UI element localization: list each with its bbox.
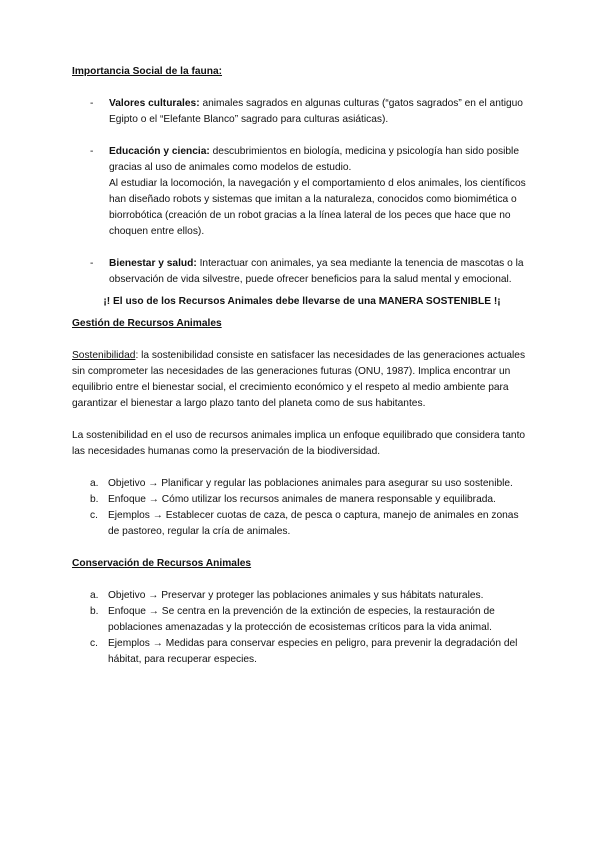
list-item [72, 492, 532, 508]
list-item-title: Educación y ciencia: [109, 146, 210, 157]
list-item-text: Ejemplos → Medidas para conservar especies en peligro, para prevenir la degradación del hábitat, para recuperar especies. [108, 638, 518, 665]
list-marker: b. [90, 606, 99, 617]
list-item-text-continued: Al estudiar la locomoción, la navegación y el comportamiento d elos animales, los científicos han diseñado robots y sistemas que imitan a la naturaleza, conocidos como biomimética o biorrobótica (creación de un robot gracias a la línea lateral de los peces que hace que no choquen entre ellos). [109, 178, 526, 237]
list-marker: c. [90, 638, 98, 649]
list-marker: b. [90, 494, 99, 505]
list-item-text: Objetivo → Planificar y regular las poblaciones animales para asegurar su uso sostenible. [108, 478, 513, 489]
term-sostenibilidad: Sostenibilidad [72, 350, 136, 361]
list-item-bienestar [72, 256, 532, 288]
paragraph-text: : la sostenibilidad consiste en satisfacer las necesidades de las generaciones actuales sin comprometer las necesidades de las generaciones futuras (ONU, 1987). Implica encontrar un equilibrio entre el bienestar social, el crecimiento económico y el respeto al medio ambiente para garantizar el bienestar a largo plazo tanto del planeta como de sus habitantes. [72, 350, 526, 409]
list-marker: a. [90, 590, 99, 601]
gestion-list [72, 476, 532, 540]
list-item-text: Enfoque → Se centra en la prevención de la extinción de especies, la restauración de poblaciones amenazadas y la protección de ecosistemas críticos para la vida animal. [108, 606, 495, 633]
list-item-text: descubrimientos en biología, medicina y psicología han sido posible gracias al uso de animales como modelos de estudio. [109, 146, 519, 173]
section-heading-importancia: Importancia Social de la fauna: [72, 66, 223, 77]
list-item-text: Interactuar con animales, ya sea mediante la tenencia de mascotas o la observación de vida silvestre, puede ofrecer beneficios para la salud mental y emocional. [109, 258, 524, 285]
list-item-text: Objetivo → Preservar y proteger las poblaciones animales y sus hábitats naturales. [108, 590, 484, 601]
list-item-title: Valores culturales: [109, 98, 200, 109]
list-item [72, 476, 532, 492]
list-item [72, 588, 532, 604]
list-item-text: Ejemplos → Establecer cuotas de caza, de pesca o captura, manejo de animales en zonas de pastoreo, regular la cría de animales. [108, 510, 519, 537]
document-content [72, 64, 532, 668]
sustainability-callout: ¡! El uso de los Recursos Animales debe llevarse de una MANERA SOSTENIBLE !¡ [103, 296, 501, 307]
list-marker: - [90, 98, 94, 109]
section-heading-gestion: Gestión de Recursos Animales [72, 318, 222, 329]
list-marker: - [90, 258, 94, 269]
list-item [72, 508, 532, 540]
conservacion-list [72, 588, 532, 668]
importance-list [72, 96, 532, 288]
list-marker: a. [90, 478, 99, 489]
list-marker: c. [90, 510, 98, 521]
list-item-title: Bienestar y salud: [109, 258, 197, 269]
list-item-valores [72, 96, 532, 128]
sustainability-paragraph [72, 348, 532, 412]
list-marker: - [90, 146, 94, 157]
list-item [72, 604, 532, 636]
list-item-educacion [72, 144, 532, 240]
list-item-text: Enfoque → Cómo utilizar los recursos animales de manera responsable y equilibrada. [108, 494, 496, 505]
list-item [72, 636, 532, 668]
list-item-text: animales sagrados en algunas culturas (“gatos sagrados” en el antiguo Egipto o el “Elefante Blanco” sagrado para culturas asiáticas). [109, 98, 523, 125]
balance-paragraph: La sostenibilidad en el uso de recursos animales implica un enfoque equilibrado que considera tanto las necesidades humanas como la preservación de la biodiversidad. [72, 430, 526, 457]
section-heading-conservacion: Conservación de Recursos Animales [72, 558, 252, 569]
